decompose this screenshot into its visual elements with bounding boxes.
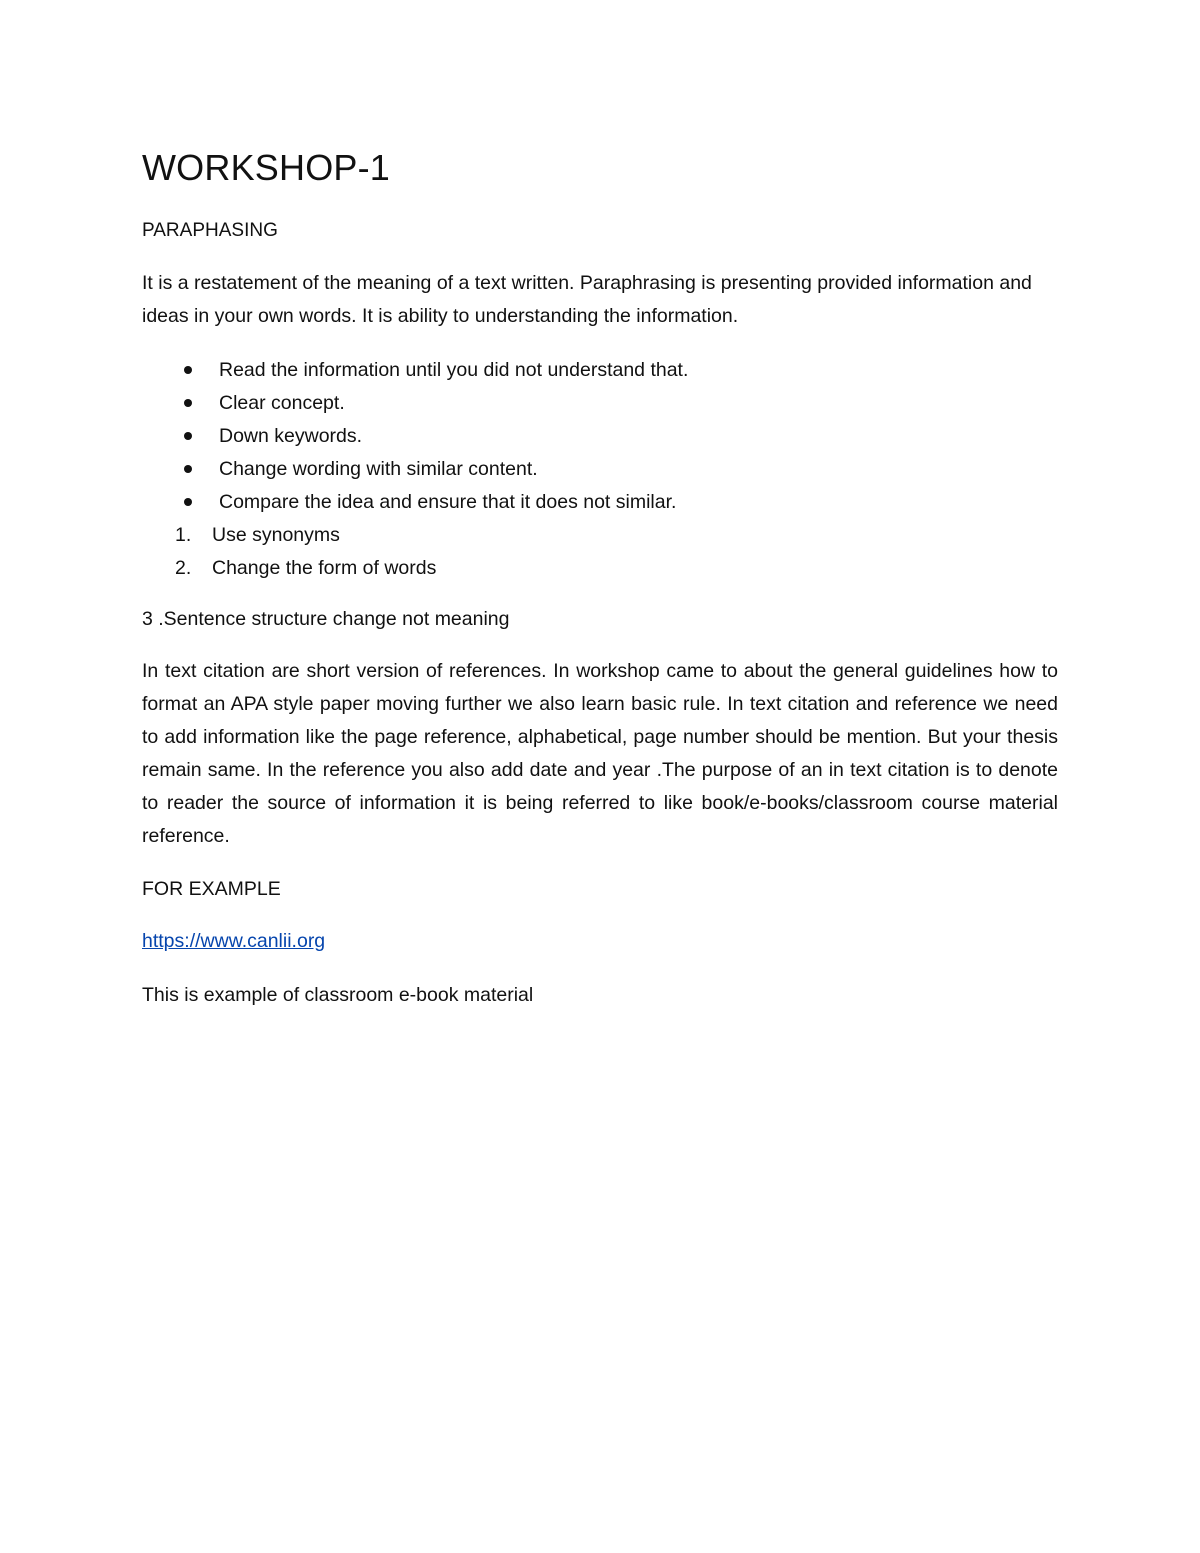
bullet-icon [184, 465, 192, 473]
bullet-icon [184, 432, 192, 440]
bullet-text: Down keywords. [219, 425, 363, 447]
citation-paragraph: In text citation are short version of references. In workshop came to about the general guidelines how to format an APA style paper moving further we also learn basic rule. In text citation and reference we need to add information like the page reference, alphabetical, page number should be mention. But your thesis remain same. In the reference you also add date and year .The purpose of an in text citation is to denote to reader the source of information it is being referred to like book/e-books/classroom course material reference. [142, 660, 1058, 847]
example-link[interactable]: https://www.canlii.org [142, 930, 326, 952]
bullet-icon [184, 498, 192, 506]
bullet-text: Read the information until you did not understand that. [219, 359, 689, 381]
document-title: WORKSHOP-1 [142, 147, 391, 188]
intro-paragraph: It is a restatement of the meaning of a text written. Paraphrasing is presenting provided information and ideas in your own words. It is ability to understanding the information. [142, 272, 1032, 327]
bullet-text: Clear concept. [219, 392, 345, 414]
list-number: 1. [175, 524, 192, 546]
list-number: 2. [175, 557, 192, 579]
bullet-text: Change wording with similar content. [219, 458, 538, 480]
numbered-item-text: Change the form of words [212, 557, 437, 579]
section-heading: PARAPHASING [142, 220, 278, 241]
bullet-icon [184, 366, 192, 374]
bullet-icon [184, 399, 192, 407]
item-three-line: 3 .Sentence structure change not meaning [142, 608, 510, 630]
example-heading: FOR EXAMPLE [142, 878, 281, 900]
closing-line: This is example of classroom e-book material [142, 984, 534, 1006]
numbered-item-text: Use synonyms [212, 524, 340, 546]
bullet-text: Compare the idea and ensure that it does not similar. [219, 491, 677, 513]
